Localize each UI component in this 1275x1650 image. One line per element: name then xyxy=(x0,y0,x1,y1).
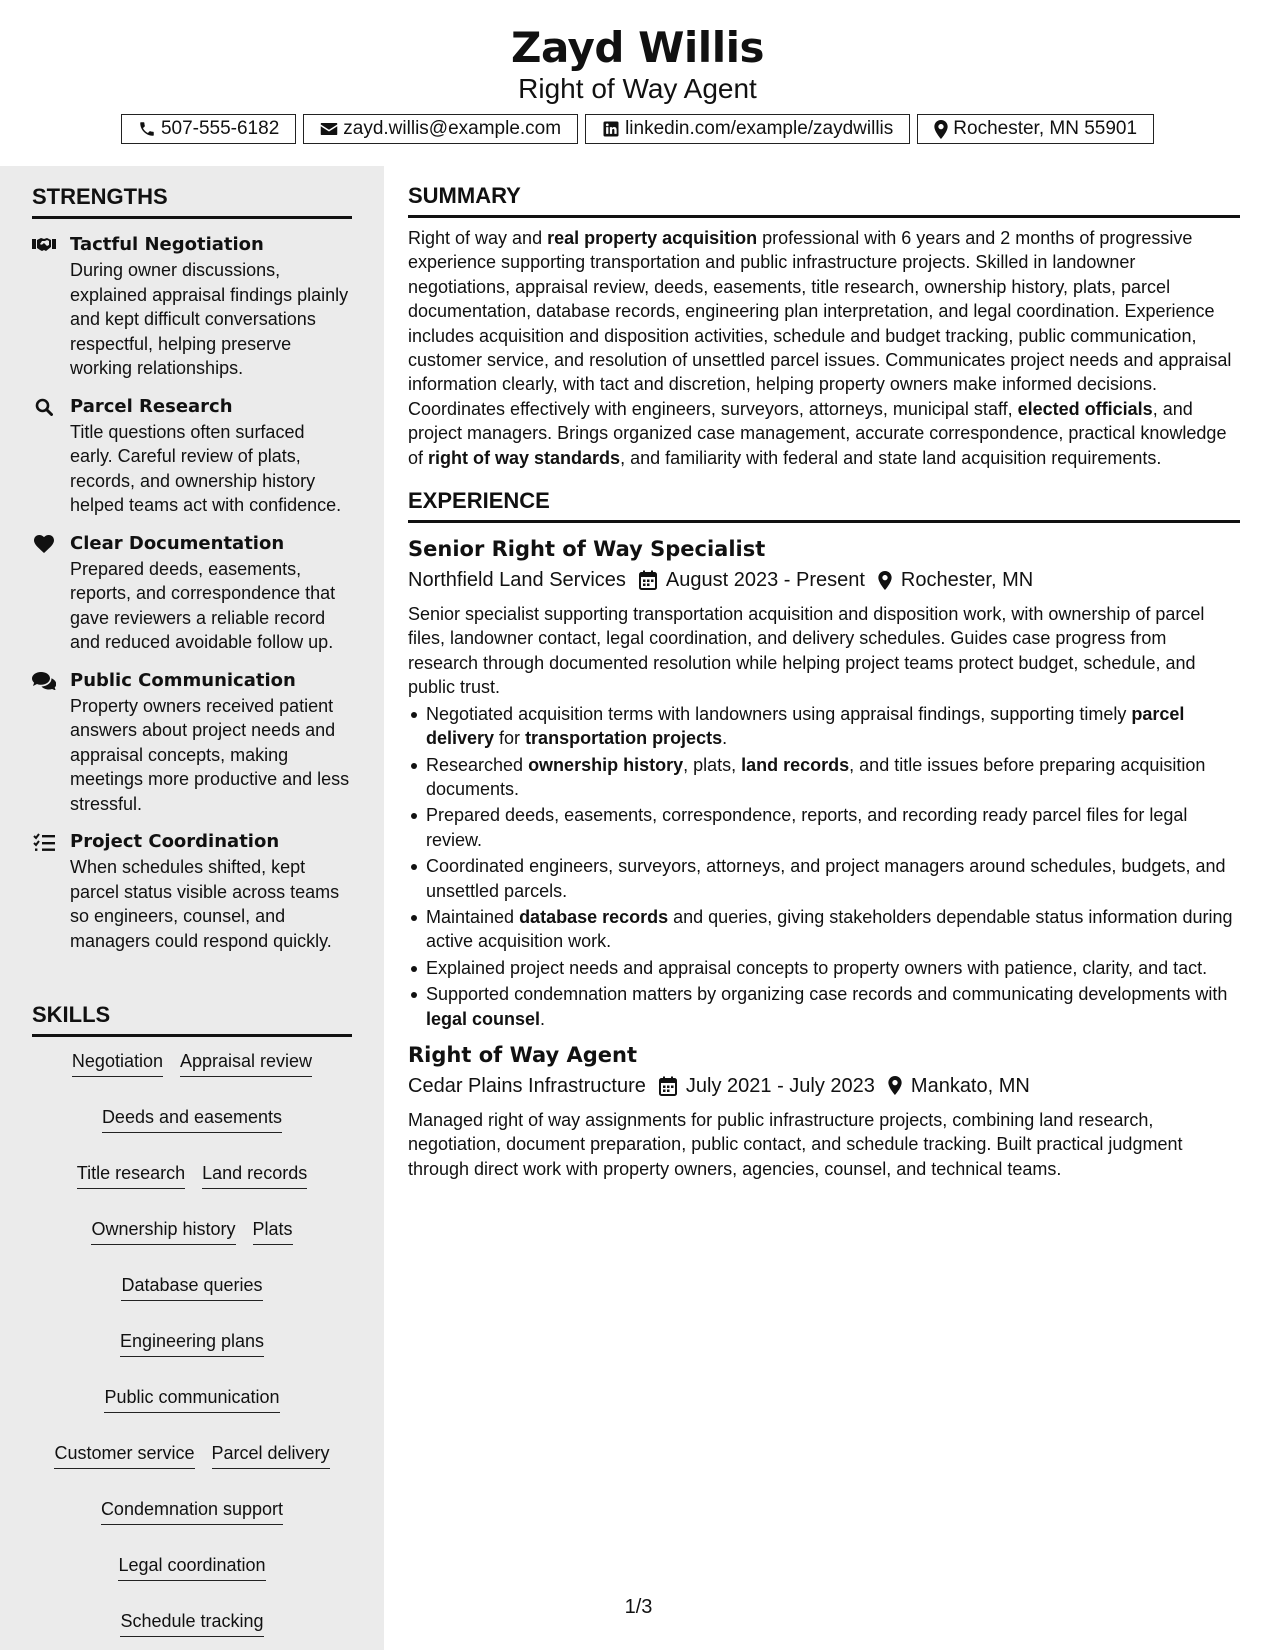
skills-section xyxy=(32,1002,352,1637)
skill-tag: Plats xyxy=(253,1217,293,1245)
linkedin-text: linkedin.com/example/zaydwillis xyxy=(625,118,894,139)
strength-item xyxy=(32,233,352,381)
skills-heading: SKILLS xyxy=(32,1002,352,1037)
summary-heading: SUMMARY xyxy=(408,183,1240,218)
calendar-icon xyxy=(639,570,657,590)
strength-item xyxy=(32,669,352,817)
contact-email[interactable] xyxy=(303,114,578,144)
job-location: Rochester, MN xyxy=(900,569,1034,592)
job-company: Cedar Plains Infrastructure xyxy=(408,1074,646,1097)
job-description: Managed right of way assignments for public infrastructure projects, combining land research, negotiation, document preparation, public contact, and schedule tracking. Built practical judgment through direct work with property owners, agencies, counsel, and technical teams. xyxy=(408,1109,1183,1179)
strength-desc: When schedules shifted, kept parcel status visible across teams so engineers, counsel, and managers could respond quickly. xyxy=(70,857,340,951)
job-bullets xyxy=(408,702,1240,1031)
strength-title: Clear Documentation xyxy=(70,532,285,554)
strengths-heading: STRENGTHS xyxy=(32,184,352,219)
skill-tag: Negotiation xyxy=(72,1049,163,1077)
strengths-section xyxy=(32,184,352,953)
candidate-name: Zayd Willis xyxy=(511,23,764,72)
skill-tag: Public communication xyxy=(104,1385,279,1413)
strength-title: Tactful Negotiation xyxy=(70,234,264,255)
strength-title: Parcel Research xyxy=(70,395,233,417)
contact-linkedin[interactable] xyxy=(585,114,910,144)
skill-tag: Engineering plans xyxy=(120,1329,264,1357)
skill-tag: Legal coordination xyxy=(118,1553,265,1581)
skill-tag: Customer service xyxy=(54,1441,194,1469)
strength-desc: Property owners received patient answers about project needs and appraisal concepts, making meetings more productive and less stressful. xyxy=(70,695,350,814)
skill-tag: Schedule tracking xyxy=(120,1609,263,1637)
job-role: Senior Right of Way Specialist xyxy=(408,537,766,562)
search-icon xyxy=(32,397,56,417)
skill-tag: Title research xyxy=(77,1161,185,1189)
calendar-icon xyxy=(659,1076,677,1096)
skill-tag: Parcel delivery xyxy=(212,1441,330,1469)
experience-heading: EXPERIENCE xyxy=(408,488,1240,523)
linkedin-icon xyxy=(602,120,620,138)
location-text: Rochester, MN 55901 xyxy=(953,118,1138,139)
job-entry xyxy=(408,1041,1240,1181)
strength-desc: Prepared deeds, easements, reports, and correspondence that gave reviewers a reliable record and reduced avoidable follow up. xyxy=(70,558,336,652)
strength-title: Public Communication xyxy=(70,669,296,691)
map-pin-icon xyxy=(888,1076,902,1095)
bullet-item: Supported condemnation matters by organizing case records and communicating developments with legal counsel. xyxy=(408,982,1240,1031)
sidebar xyxy=(0,166,384,1650)
summary-text: Right of way and real property acquisition professional with 6 years and 2 months of progressive experience supporting transportation and public infrastructure projects. Skilled in landowner negotiations, appraisal review, deeds, easements, title research, ownership history, plats, parcel documentation, database records, engineering plan interpretation, and legal coordination. Experience includes acquisition and disposition activities, schedule and budget tracking, public communication, customer service, and resolution of unsettled parcel issues. Communicates project needs and appraisal information clearly, with tact and discretion, helping property owners make informed decisions. Coordinates effectively with engineers, surveyors, attorneys, municipal staff, elected officials, and project managers. Brings organized case management, accurate correspondence, practical knowledge of right of way standards, and familiarity with federal and state land acquisition requirements. xyxy=(408,228,1232,468)
job-entry xyxy=(408,535,1240,1031)
phone-icon xyxy=(138,120,156,138)
heart-icon xyxy=(32,534,56,554)
task-list-icon xyxy=(32,832,56,852)
strength-item xyxy=(32,395,352,518)
contact-bar xyxy=(0,114,1275,144)
job-dates: July 2021 - July 2023 xyxy=(685,1074,875,1097)
strength-title: Project Coordination xyxy=(70,831,280,852)
skill-tag: Database queries xyxy=(121,1273,262,1301)
envelope-icon xyxy=(320,121,338,137)
phone-text: 507-555-6182 xyxy=(160,118,280,139)
job-meta xyxy=(408,1072,1240,1100)
skill-tag: Appraisal review xyxy=(180,1049,312,1077)
bullet-item: Negotiated acquisition terms with landowners using appraisal findings, supporting timely parcel delivery for transportation projects. xyxy=(408,702,1240,751)
email-text: zayd.willis@example.com xyxy=(343,118,562,139)
strength-desc: Title questions often surfaced early. Careful review of plats, records, and ownership history helped teams act with confidence. xyxy=(70,421,342,515)
map-pin-icon xyxy=(878,571,892,590)
job-company: Northfield Land Services xyxy=(408,569,626,592)
contact-location[interactable] xyxy=(917,114,1154,144)
strength-item xyxy=(32,830,352,953)
main-column xyxy=(408,166,1240,1181)
skill-tag: Ownership history xyxy=(91,1217,235,1245)
job-role: Right of Way Agent xyxy=(408,1042,638,1067)
job-dates: August 2023 - Present xyxy=(665,569,865,592)
comments-icon xyxy=(32,671,56,691)
bullet-item: Coordinated engineers, surveyors, attorneys, and project managers around schedules, budgets, and unsettled parcels. xyxy=(408,854,1240,903)
skills-list xyxy=(32,1049,352,1637)
resume-header xyxy=(0,0,1275,166)
bullet-item: Maintained database records and queries, giving stakeholders dependable status information during active acquisition work. xyxy=(408,905,1240,954)
strength-item xyxy=(32,532,352,655)
skill-tag: Deeds and easements xyxy=(102,1105,282,1133)
job-meta xyxy=(408,566,1240,594)
bullet-item: Researched ownership history, plats, land records, and title issues before preparing acquisition documents. xyxy=(408,753,1240,802)
strength-desc: During owner discussions, explained appraisal findings plainly and kept difficult conversations respectful, helping preserve working relationships. xyxy=(70,260,349,378)
candidate-title: Right of Way Agent xyxy=(518,73,757,104)
job-location: Mankato, MN xyxy=(910,1074,1030,1097)
handshake-icon xyxy=(32,235,56,255)
bullet-item: Explained project needs and appraisal concepts to property owners with patience, clarity, and tact. xyxy=(408,956,1240,980)
map-pin-icon xyxy=(934,120,948,139)
skill-tag: Condemnation support xyxy=(101,1497,283,1525)
job-description: Senior specialist supporting transportation acquisition and disposition work, with ownership of parcel files, landowner contact, legal coordination, and delivery schedules. Guides case progress from research through documented resolution while helping project teams protect budget, schedule, and public trust. xyxy=(408,604,1205,698)
page-number: 1/3 xyxy=(624,1596,653,1618)
bullet-item: Prepared deeds, easements, correspondence, reports, and recording ready parcel files for legal review. xyxy=(408,803,1240,852)
contact-phone[interactable] xyxy=(121,114,296,144)
skill-tag: Land records xyxy=(202,1161,307,1189)
